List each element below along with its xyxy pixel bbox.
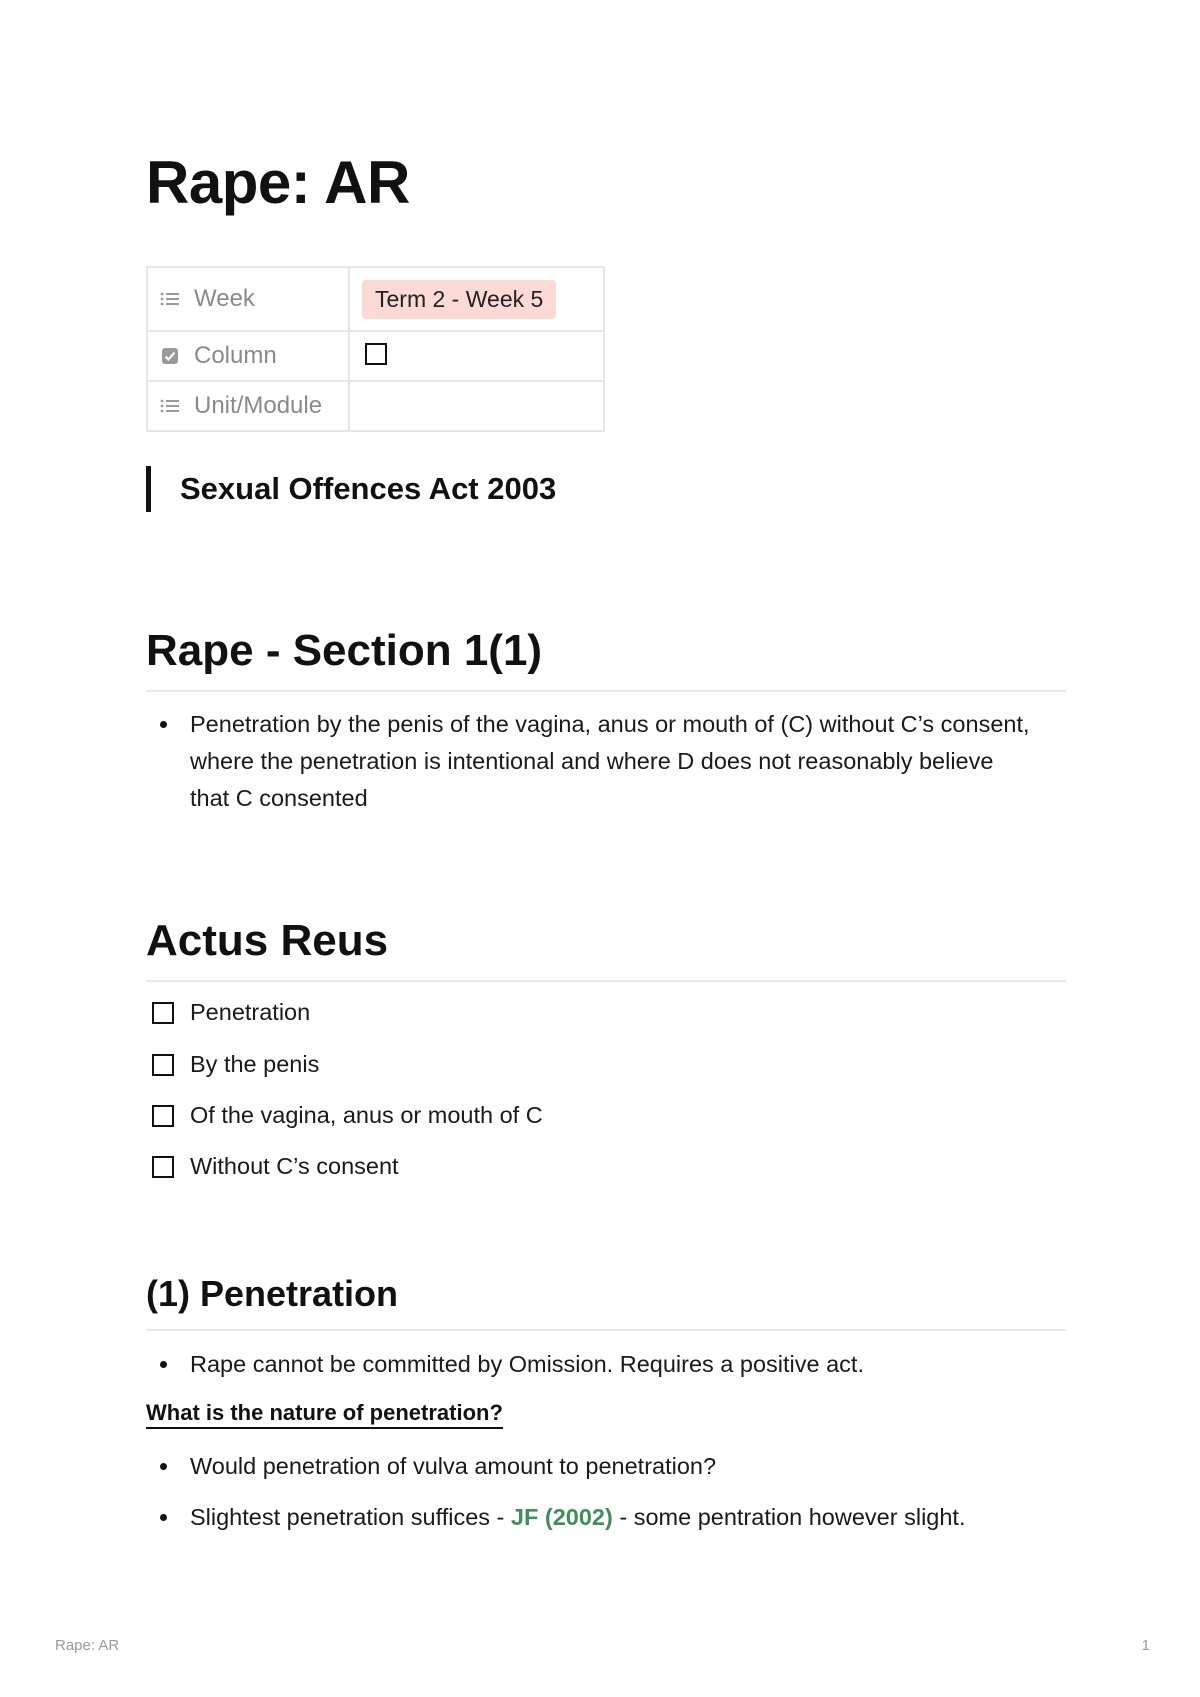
list-item: Penetration by the penis of the vagina, anus or mouth of (C) without C’s consent, where the penetration is intentional and where D does not reasonably believe that C consented [160,706,1030,817]
todo-checkbox[interactable] [152,1054,174,1076]
property-row-unit [147,381,604,431]
divider [146,980,1066,982]
list-icon [160,289,180,309]
todo-checkbox[interactable] [152,1156,174,1178]
todo-item[interactable]: Penetration [152,999,310,1026]
properties-table [146,266,605,432]
divider [146,690,1066,692]
todo-checkbox[interactable] [152,1002,174,1024]
list-icon [160,396,180,416]
heading-section-1: Rape - Section 1(1) [146,626,543,675]
unit-value[interactable] [349,381,604,431]
todo-item[interactable]: Without C’s consent [152,1153,399,1180]
bullet-dot [160,1514,167,1521]
todo-item[interactable]: Of the vagina, anus or mouth of C [152,1102,543,1129]
heading-actus-reus: Actus Reus [146,916,389,965]
subheading-nature: What is the nature of penetration? [146,1400,503,1429]
todo-item[interactable]: By the penis [152,1051,319,1078]
page-title: Rape: AR [146,149,410,216]
footer-title: Rape: AR [55,1637,120,1654]
week-tag[interactable]: Term 2 - Week 5 [362,280,556,319]
case-link-jf-2002[interactable]: JF (2002) [510,1504,613,1530]
property-row-column [147,331,604,381]
property-row-week [147,267,604,331]
column-checkbox[interactable] [365,343,387,365]
checkbox-icon [160,346,180,366]
list-item: Rape cannot be committed by Omission. Requires a positive act. [160,1346,1030,1383]
todo-checkbox[interactable] [152,1105,174,1127]
property-label-unit: Unit/Module [194,392,323,419]
quote-text: Sexual Offences Act 2003 [180,471,557,506]
property-label-week: Week [194,285,255,312]
list-item: Would penetration of vulva amount to penetration? [160,1448,1030,1485]
heading-penetration: (1) Penetration [146,1273,399,1314]
divider [146,1329,1066,1331]
list-item: Slightest penetration suffices - JF (2002) - some pentration however slight. [160,1499,1030,1536]
page-number: 1 [1141,1637,1150,1654]
property-label-column: Column [194,342,277,369]
bullet-dot [160,1463,167,1470]
bullet-dot [160,1361,167,1368]
bullet-dot [160,721,167,728]
quote-block [146,466,556,512]
